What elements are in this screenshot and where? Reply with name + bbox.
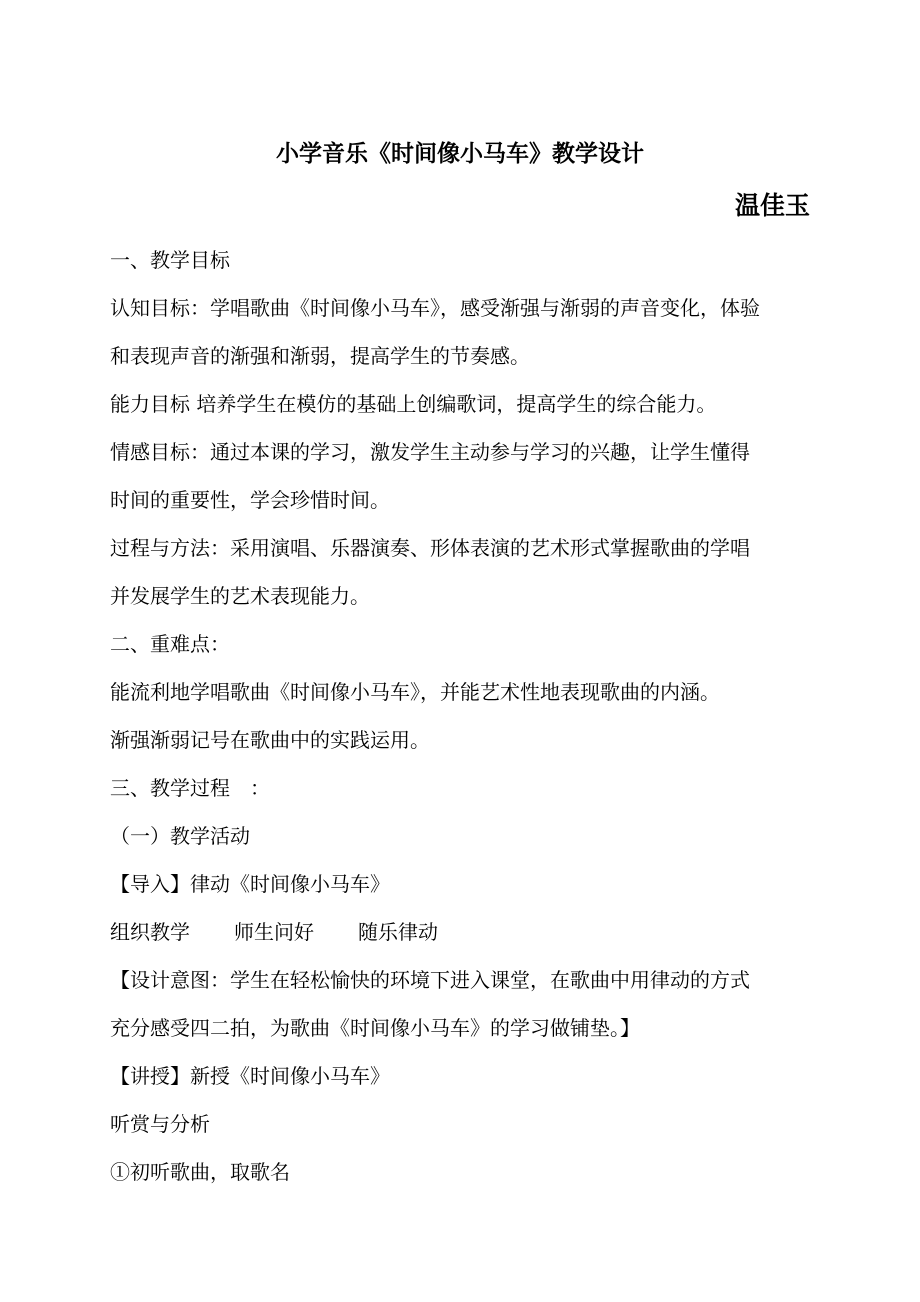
paragraph-line: 情感目标：通过本课的学习，激发学生主动参与学习的兴趣，让学生懂得 (110, 440, 750, 464)
paragraph-line: 【讲授】新授《时间像小马车》 (110, 1064, 390, 1088)
activity-list-line (110, 908, 810, 956)
author-name: 温佳玉 (734, 191, 810, 220)
section-heading-objectives: 一、教学目标 (110, 248, 230, 272)
paragraph-line: 并发展学生的艺术表现能力。 (110, 584, 370, 608)
section-heading-key-points: 二、重难点： (110, 632, 230, 656)
document-body (110, 236, 810, 1196)
paragraph-line: 和表现声音的渐强和渐弱，提高学生的节奏感。 (110, 344, 530, 368)
activity-item: 组织教学 (110, 920, 190, 944)
activity-item: 师生问好 (234, 920, 314, 944)
activity-item: 随乐律动 (358, 920, 438, 944)
paragraph-line: 听赏与分析 (110, 1112, 210, 1136)
section-heading-process (110, 764, 810, 812)
section-heading-process-text: 三、教学过程 (110, 776, 230, 800)
paragraph-line: 过程与方法：采用演唱、乐器演奏、形体表演的艺术形式掌握歌曲的学唱 (110, 536, 750, 560)
paragraph-line: 认知目标：学唱歌曲《时间像小马车》，感受渐强与渐弱的声音变化，体验 (110, 296, 760, 320)
section-heading-process-colon: ： (250, 776, 270, 800)
paragraph-line: 充分感受四二拍，为歌曲《时间像小马车》的学习做铺垫。】 (110, 1016, 640, 1040)
subsection-heading: （一）教学活动 (110, 824, 250, 848)
paragraph-line: 【导入】律动《时间像小马车》 (110, 872, 390, 896)
paragraph-line: 时间的重要性，学会珍惜时间。 (110, 488, 390, 512)
paragraph-line: 渐强渐弱记号在歌曲中的实践运用。 (110, 728, 430, 752)
paragraph-line: 【设计意图：学生在轻松愉快的环境下进入课堂，在歌曲中用律动的方式 (110, 968, 750, 992)
document-title: 小学音乐《时间像小马车》教学设计 (276, 140, 644, 167)
paragraph-line: ①初听歌曲，取歌名 (110, 1160, 290, 1184)
paragraph-line: 能流利地学唱歌曲《时间像小马车》，并能艺术性地表现歌曲的内涵。 (110, 680, 720, 704)
paragraph-line: 能力目标 培养学生在模仿的基础上创编歌词，提高学生的综合能力。 (110, 392, 717, 416)
